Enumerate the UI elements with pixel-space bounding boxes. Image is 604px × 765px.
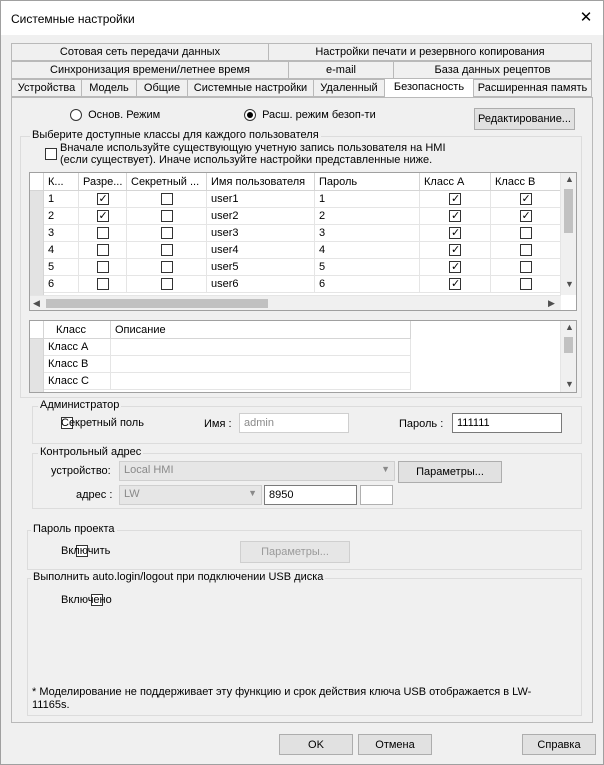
usb-note: * Моделирование не поддерживает эту функцию и срок действия ключа USB отображается в LW-11165s.: [32, 686, 532, 711]
project-password-enable-label: Включить: [61, 545, 111, 557]
users-cell-enabled[interactable]: [79, 242, 127, 259]
chevron-down-icon: ▼: [381, 464, 390, 474]
row-selector-column: [30, 191, 44, 295]
users-cell-secret[interactable]: [127, 242, 207, 259]
project-password-params-button[interactable]: Параметры...: [240, 541, 350, 563]
scroll-left-icon[interactable]: ◀: [33, 298, 40, 308]
users-table-vscroll-thumb[interactable]: [564, 189, 573, 233]
class_a-checkbox[interactable]: [449, 244, 461, 256]
cancel-button[interactable]: Отмена: [358, 734, 432, 755]
control-address-title: Контрольный адрес: [40, 446, 142, 458]
advanced-mode-radio[interactable]: [244, 109, 256, 121]
ok-button[interactable]: OK: [279, 734, 353, 755]
users-cell-enabled[interactable]: [79, 276, 127, 293]
users-cell-class_b[interactable]: [491, 208, 561, 225]
admin-name-field[interactable]: admin: [239, 413, 349, 433]
users-cell-class_a[interactable]: [420, 276, 491, 293]
class_b-checkbox[interactable]: [520, 244, 532, 256]
col-header-secret[interactable]: Секретный ...: [127, 173, 207, 191]
users-cell-secret[interactable]: [127, 259, 207, 276]
users-cell-class_b[interactable]: [491, 191, 561, 208]
class-description-cell[interactable]: [111, 356, 411, 373]
scroll-right-icon[interactable]: ▶: [548, 298, 555, 308]
users-cell-num[interactable]: 5: [44, 259, 79, 276]
class_b-checkbox[interactable]: [520, 278, 532, 290]
device-params-button[interactable]: Параметры...: [398, 461, 502, 483]
users-cell-secret[interactable]: [127, 225, 207, 242]
admin-password-field[interactable]: 111111: [452, 413, 562, 433]
class-scroll-up-icon[interactable]: ▲: [565, 322, 574, 332]
admin-name-label: Имя :: [204, 418, 232, 430]
class_a-checkbox[interactable]: [449, 210, 461, 222]
users-table-hscroll[interactable]: [30, 295, 561, 311]
users-cell-user[interactable]: user2: [207, 208, 315, 225]
use-hmi-account-checkbox[interactable]: [45, 148, 57, 160]
users-table: [29, 172, 577, 311]
admin-secret-label: Секретный поль: [61, 417, 144, 429]
col-header-description[interactable]: Описание: [111, 321, 411, 339]
users-cell-password[interactable]: 6: [315, 276, 420, 293]
corner-header: [30, 173, 44, 191]
class-table-vscroll-thumb[interactable]: [564, 337, 573, 353]
enabled-checkbox[interactable]: [97, 227, 109, 239]
class-table: [29, 320, 577, 393]
users-cell-user[interactable]: user5: [207, 259, 315, 276]
users-cell-class_b[interactable]: [491, 225, 561, 242]
col-header-class-a[interactable]: Класс A: [420, 173, 491, 191]
class-table-vscroll[interactable]: [560, 321, 576, 393]
basic-mode-option[interactable]: [70, 109, 160, 121]
class_b-checkbox[interactable]: [520, 261, 532, 273]
use-hmi-account-label: Вначале используйте существующую учетную запись пользователя на HMI (если существует). Иначе используйте настройки представленные ниже.: [60, 142, 446, 166]
users-cell-class_a[interactable]: [420, 191, 491, 208]
users-cell-secret[interactable]: [127, 191, 207, 208]
users-cell-user[interactable]: user1: [207, 191, 315, 208]
scroll-up-icon[interactable]: ▲: [565, 174, 574, 184]
secret-checkbox[interactable]: [161, 278, 173, 290]
class-name-cell[interactable]: Класс B: [44, 356, 111, 373]
device-label: устройство:: [51, 465, 111, 477]
class-name-cell[interactable]: Класс C: [44, 373, 111, 390]
address-extra-field[interactable]: [360, 485, 393, 505]
users-cell-class_b[interactable]: [491, 242, 561, 259]
chevron-down-icon: ▼: [248, 488, 257, 498]
users-cell-enabled[interactable]: [79, 191, 127, 208]
col-header-class-b[interactable]: Класс B: [491, 173, 561, 191]
users-cell-num[interactable]: 6: [44, 276, 79, 293]
enabled-checkbox[interactable]: [97, 278, 109, 290]
class_a-checkbox[interactable]: [449, 261, 461, 273]
users-cell-num[interactable]: 4: [44, 242, 79, 259]
class-description-cell[interactable]: [111, 339, 411, 356]
users-cell-user[interactable]: user3: [207, 225, 315, 242]
usb-enable-label: Включено: [61, 594, 112, 606]
users-cell-enabled[interactable]: [79, 208, 127, 225]
tab-print-backup[interactable]: Настройки печати и резервного копирования: [268, 43, 592, 61]
users-cell-class_b[interactable]: [491, 276, 561, 293]
security-panel: [11, 97, 593, 723]
tab-general[interactable]: Общие: [136, 79, 188, 97]
tab-time-sync[interactable]: Синхронизация времени/летнее время: [11, 61, 289, 79]
users-cell-class_a[interactable]: [420, 208, 491, 225]
title-bar: [1, 1, 603, 35]
tab-remote[interactable]: Удаленный: [313, 79, 385, 97]
users-cell-secret[interactable]: [127, 276, 207, 293]
col-header-password[interactable]: Пароль: [315, 173, 420, 191]
class_b-checkbox[interactable]: [520, 210, 532, 222]
tab-security[interactable]: Безопасность: [384, 78, 474, 98]
secret-checkbox[interactable]: [161, 227, 173, 239]
users-cell-num[interactable]: 2: [44, 208, 79, 225]
basic-mode-label: Основ. Режим: [88, 109, 161, 121]
address-type-select[interactable]: [119, 485, 262, 505]
address-label: адрес :: [76, 489, 113, 501]
col-header-username[interactable]: Имя пользователя: [207, 173, 315, 191]
tab-system-settings[interactable]: Системные настройки: [187, 79, 314, 97]
admin-password-label: Пароль :: [399, 418, 444, 430]
users-cell-password[interactable]: 4: [315, 242, 420, 259]
users-cell-password[interactable]: 3: [315, 225, 420, 242]
class_a-checkbox[interactable]: [449, 278, 461, 290]
enabled-checkbox[interactable]: [97, 261, 109, 273]
tab-devices[interactable]: Устройства: [11, 79, 82, 97]
usb-group-title: Выполнить auto.login/logout при подключении USB диска: [33, 571, 324, 583]
advanced-mode-option[interactable]: [244, 109, 376, 121]
secret-checkbox[interactable]: [161, 244, 173, 256]
edit-button[interactable]: Редактирование...: [474, 108, 575, 130]
users-cell-user[interactable]: user4: [207, 242, 315, 259]
class-description-cell[interactable]: [111, 373, 411, 390]
tab-extended-memory[interactable]: Расширенная память: [473, 79, 592, 97]
close-icon[interactable]: ✕: [579, 9, 593, 26]
class-scroll-down-icon[interactable]: ▼: [565, 379, 574, 389]
enabled-checkbox[interactable]: [97, 244, 109, 256]
address-type-value: LW: [124, 488, 140, 500]
users-cell-enabled[interactable]: [79, 225, 127, 242]
secret-checkbox[interactable]: [161, 193, 173, 205]
users-cell-password[interactable]: 2: [315, 208, 420, 225]
col-header-num[interactable]: К...: [44, 173, 79, 191]
users-cell-num[interactable]: 3: [44, 225, 79, 242]
users-cell-secret[interactable]: [127, 208, 207, 225]
secret-checkbox[interactable]: [161, 210, 173, 222]
project-password-title: Пароль проекта: [33, 523, 115, 535]
users-cell-class_a[interactable]: [420, 259, 491, 276]
tab-model[interactable]: Модель: [81, 79, 137, 97]
tab-recipe-db[interactable]: База данных рецептов: [393, 61, 592, 79]
admin-group-title: Администратор: [40, 399, 120, 411]
secret-checkbox[interactable]: [161, 261, 173, 273]
tab-cellular-data[interactable]: Сотовая сеть передачи данных: [11, 43, 269, 61]
tab-email[interactable]: e-mail: [288, 61, 394, 79]
col-header-enabled[interactable]: Разре...: [79, 173, 127, 191]
users-cell-num[interactable]: 1: [44, 191, 79, 208]
class-name-cell[interactable]: Класс A: [44, 339, 111, 356]
class_b-checkbox[interactable]: [520, 227, 532, 239]
advanced-mode-label: Расш. режим безоп-ти: [262, 109, 376, 121]
device-select-value: Local HMI: [124, 464, 174, 476]
users-cell-password[interactable]: 5: [315, 259, 420, 276]
class-row-selector-column: [30, 339, 44, 393]
address-field[interactable]: 8950: [264, 485, 357, 505]
class-corner-header: [30, 321, 44, 339]
enabled-checkbox[interactable]: [97, 210, 109, 222]
window-title: Системные настройки: [11, 12, 135, 26]
users-table-vscroll[interactable]: [560, 173, 576, 295]
users-cell-enabled[interactable]: [79, 259, 127, 276]
users-table-hscroll-thumb[interactable]: [46, 299, 268, 308]
users-cell-class_b[interactable]: [491, 259, 561, 276]
users-cell-user[interactable]: user6: [207, 276, 315, 293]
users-cell-password[interactable]: 1: [315, 191, 420, 208]
class_a-checkbox[interactable]: [449, 193, 461, 205]
device-select[interactable]: [119, 461, 395, 481]
classes-group-title: Выберите доступные классы для каждого пользователя: [32, 129, 319, 141]
class_b-checkbox[interactable]: [520, 193, 532, 205]
col-header-class[interactable]: Класс: [44, 321, 111, 339]
basic-mode-radio[interactable]: [70, 109, 82, 121]
enabled-checkbox[interactable]: [97, 193, 109, 205]
scroll-down-icon[interactable]: ▼: [565, 279, 574, 289]
users-cell-class_a[interactable]: [420, 242, 491, 259]
users-cell-class_a[interactable]: [420, 225, 491, 242]
class_a-checkbox[interactable]: [449, 227, 461, 239]
help-button[interactable]: Справка: [522, 734, 596, 755]
